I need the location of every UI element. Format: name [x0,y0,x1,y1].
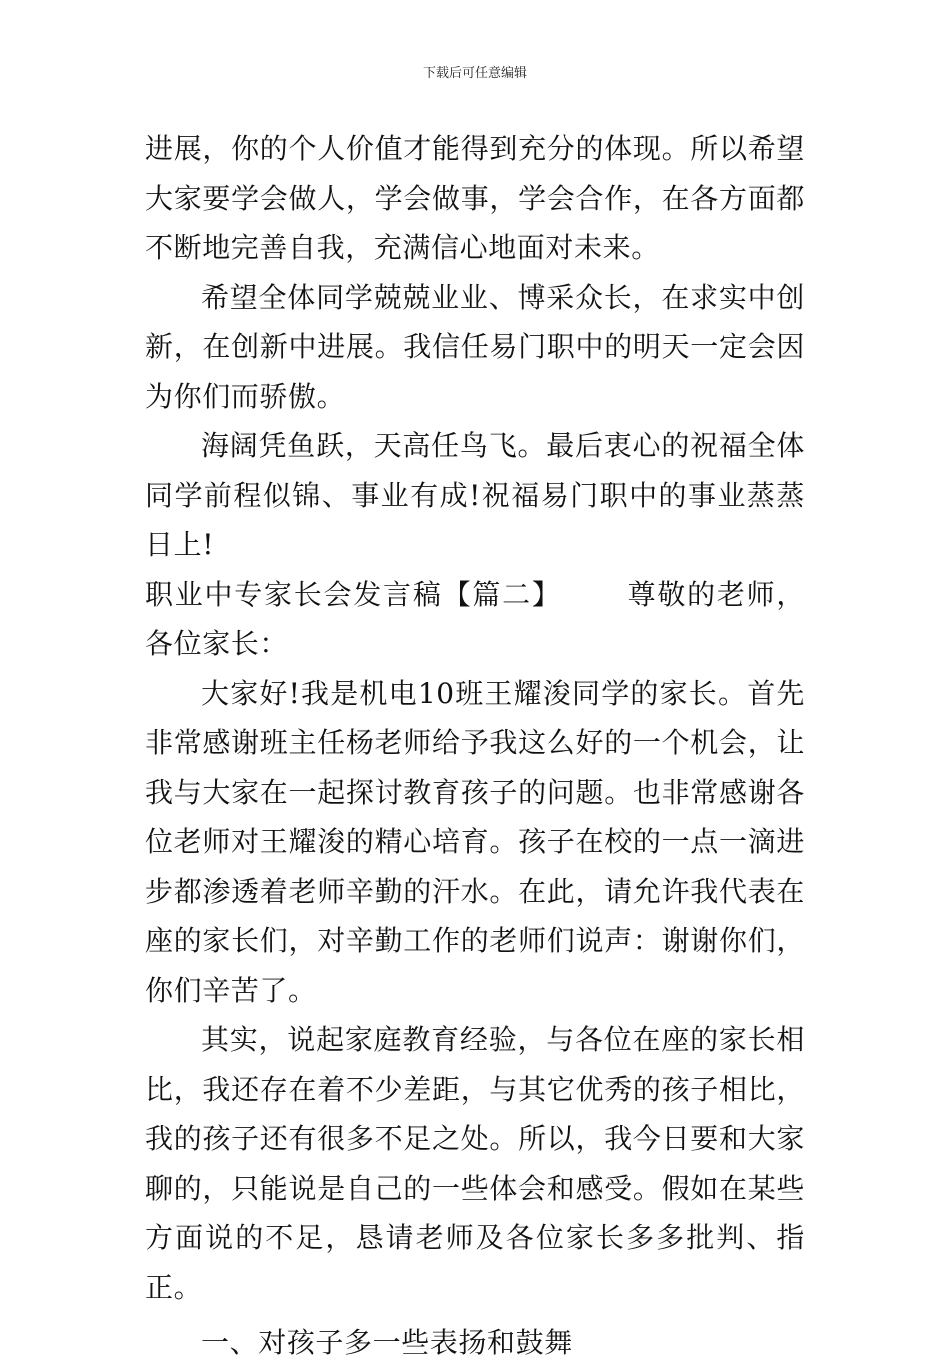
paragraph-continuation: 进展，你的个人价值才能得到充分的体现。所以希望大家要学会做人，学会做事，学会合作，在各方面都不断地完善自我，充满信心地面对未来。 [145,132,805,264]
salutation: 尊敬的老师，各位家长： [145,577,805,660]
header-note: 下载后可任意编辑 [422,66,527,81]
section-title: 职业中专家长会发言稿【篇二】 [145,577,562,611]
paragraph-experience: 其实，说起家庭教育经验，与各位在座的家长相比，我还存在着不少差距，与其它优秀的孩子相比，我的孩子还有很多不足之处。所以，我今日要和大家聊的，只能说是自己的一些体会和感受。假如在某些方面说的不足，恳请老师及各位家长多多批判、指正。 [145,1023,805,1304]
paragraph-blessing: 海阔凭鱼跃，天高任鸟飞。最后衷心的祝福全体同学前程似锦、事业有成!祝福易门职中的事业蒸蒸日上! [145,429,805,561]
section-heading-line [145,570,805,669]
paragraph-hope: 希望全体同学兢兢业业、博采众长，在求实中创新，在创新中进展。我信任易门职中的明天一定会因为你们而骄傲。 [145,280,805,413]
paragraph-greeting: 大家好!我是机电10班王耀浚同学的家长。首先非常感谢班主任杨老师给予我这么好的一个机会，让我与大家在一起探讨教育孩子的问题。也非常感谢各位老师对王耀浚的精心培育。孩子在校的一点一滴进步都渗透着老师辛勤的汗水。在此，请允许我代表在座的家长们，对辛勤工作的老师们说声：谢谢你们，你们辛苦了。 [145,676,805,1007]
point-heading: 一、对孩子多一些表扬和鼓舞 [201,1326,573,1359]
document-body [145,124,805,1368]
